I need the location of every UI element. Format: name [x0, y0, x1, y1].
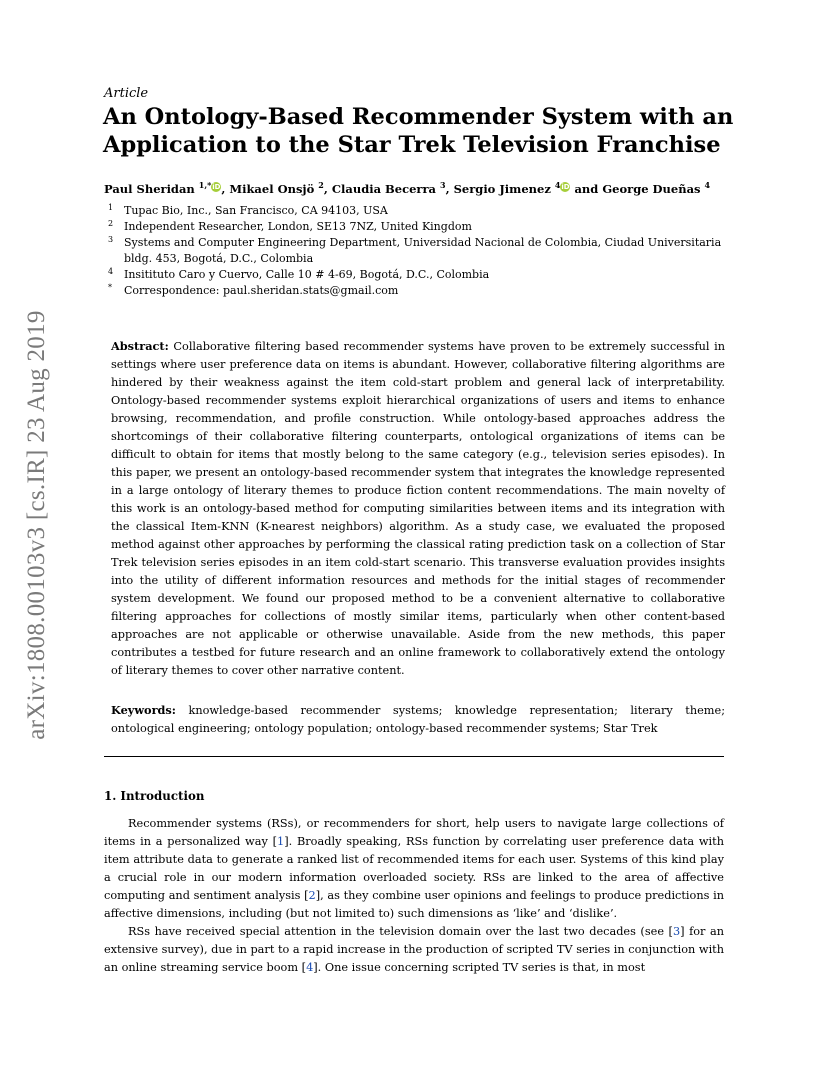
- citation-link[interactable]: 2: [308, 889, 316, 902]
- article-type-label: Article: [104, 86, 149, 101]
- keywords: [111, 701, 725, 738]
- affiliation-number: 3: [108, 235, 114, 244]
- author-name: Sergio Jimenez: [453, 181, 555, 196]
- affiliation-list: [108, 203, 733, 299]
- section-heading: 1. Introduction: [104, 789, 205, 803]
- author-affiliation-marker: 1,*: [198, 180, 212, 190]
- paper-title: An Ontology-Based Recommender System with an Application to the Star Trek Television Franchise: [103, 104, 734, 158]
- abstract-label: Abstract:: [111, 339, 169, 353]
- affiliation-number: 2: [108, 219, 114, 228]
- author-name: Paul Sheridan: [104, 181, 199, 196]
- affiliation-text: Insitituto Caro y Cuervo, Calle 10 # 4-69, Bogotá, D.C., Colombia: [124, 268, 490, 281]
- author-affiliation-marker: 4: [704, 180, 711, 190]
- citation-link[interactable]: 3: [672, 925, 681, 938]
- affiliation-item: [108, 219, 733, 235]
- intro-paragraph-2: RSs have received special attention in the television domain over the last two decades (see [3] for an extensive survey), due in part to a rapid increase in the production of scripted TV series in conjunction with an online streaming service boom [4]. One issue concerning scripted TV series is that, in most: [104, 925, 724, 974]
- introduction-body: [104, 815, 724, 977]
- affiliation-number: 1: [108, 203, 114, 212]
- intro-paragraph-1: Recommender systems (RSs), or recommenders for short, help users to navigate large collections of items in a personalized way [1]. Broadly speaking, RSs function by correlating user preference data with item attribute data to generate a ranked list of recommended items for each user. Systems of this kind play a crucial role in our modern information overloaded society. RSs are linked to the area of affective computing and sentiment analysis [2], as they combine user opinions and feelings to produce predictions in affective dimensions, including (but not limited to) such dimensions as ‘like’ and ‘dislike’.: [104, 817, 724, 920]
- abstract: [111, 337, 725, 680]
- orcid-icon[interactable]: iD: [561, 182, 570, 191]
- author-affiliation-marker: 2: [318, 180, 324, 190]
- keywords-text: knowledge-based recommender systems; knowledge representation; literary theme; ontological engineering; ontology population; ontology-based recommender systems; Star Trek: [111, 704, 725, 735]
- arxiv-identifier-stamp: arXiv:1808.00103v3 [cs.IR] 23 Aug 2019: [23, 310, 50, 740]
- author-affiliation-marker: 3: [440, 180, 446, 190]
- affiliation-text: Independent Researcher, London, SE13 7NZ, United Kingdom: [124, 220, 472, 233]
- affiliation-text: Tupac Bio, Inc., San Francisco, CA 94103, USA: [124, 204, 388, 217]
- keywords-label: Keywords:: [111, 703, 176, 717]
- author-name: Mikael Onsjö: [229, 181, 319, 196]
- orcid-icon[interactable]: iD: [212, 182, 221, 191]
- author-list: Paul Sheridan $^{1,*}$iD, Mikael Onsjö $^2$, Claudia Becerra $^3$, Sergio Jimenez $^4$iD and George Dueñas $^4$: [104, 180, 711, 196]
- author-name: Claudia Becerra: [331, 181, 440, 196]
- affiliation-number: 4: [108, 267, 114, 276]
- section-divider: [104, 756, 724, 757]
- affiliation-item: [108, 203, 733, 219]
- affiliation-text: Systems and Computer Engineering Department, Universidad Nacional de Colombia, Ciudad Universitaria bldg. 453, Bogotá, D.C., Colombia: [124, 236, 722, 265]
- author-name: George Dueñas: [602, 181, 705, 196]
- citation-link[interactable]: 1: [277, 835, 285, 848]
- affiliation-item: [108, 267, 733, 283]
- abstract-text: Collaborative filtering based recommender systems have proven to be extremely successful in settings where user preference data on items is abundant. However, collaborative filtering algorithms are hindered by their weakness against the item cold-start problem and general lack of interpretability. Ontology-based recommender systems exploit hierarchical organizations of users and items to enhance browsing, recommendation, and profile construction. While ontology-based approaches address the shortcomings of their collaborative filtering counterparts, ontological organizations of items can be difficult to obtain for items that mostly belong to the same category (e.g., television series episodes). In this paper, we present an ontology-based recommender system that integrates the knowledge represented in a large ontology of literary themes to produce fiction content recommendations. The main novelty of this work is an ontology-based method for computing similarities between items and its integration with the classical Item-KNN (K-nearest neighbors) algorithm. As a study case, we evaluated the proposed method against other approaches by performing the classical rating prediction task on a collection of Star Trek television series episodes in an item cold-start scenario. This transverse evaluation provides insights into the utility of different information resources and methods for the initial stages of recommender system development. We found our proposed method to be a convenient alternative to collaborative filtering approaches for collections of mostly similar items, particularly when other content-based approaches are not applicable or otherwise unavailable. Aside from the new methods, this paper contributes a testbed for future research and an online framework to collaboratively extend the ontology of literary themes to cover other narrative content.: [111, 340, 725, 677]
- citation-link[interactable]: 4: [306, 961, 314, 974]
- affiliation-item: [108, 235, 733, 267]
- affiliation-text: Correspondence: paul.sheridan.stats@gmail.com: [124, 284, 399, 297]
- affiliation-number: *: [108, 283, 112, 292]
- author-affiliation-marker: 4: [554, 180, 561, 190]
- affiliation-item: [108, 283, 733, 299]
